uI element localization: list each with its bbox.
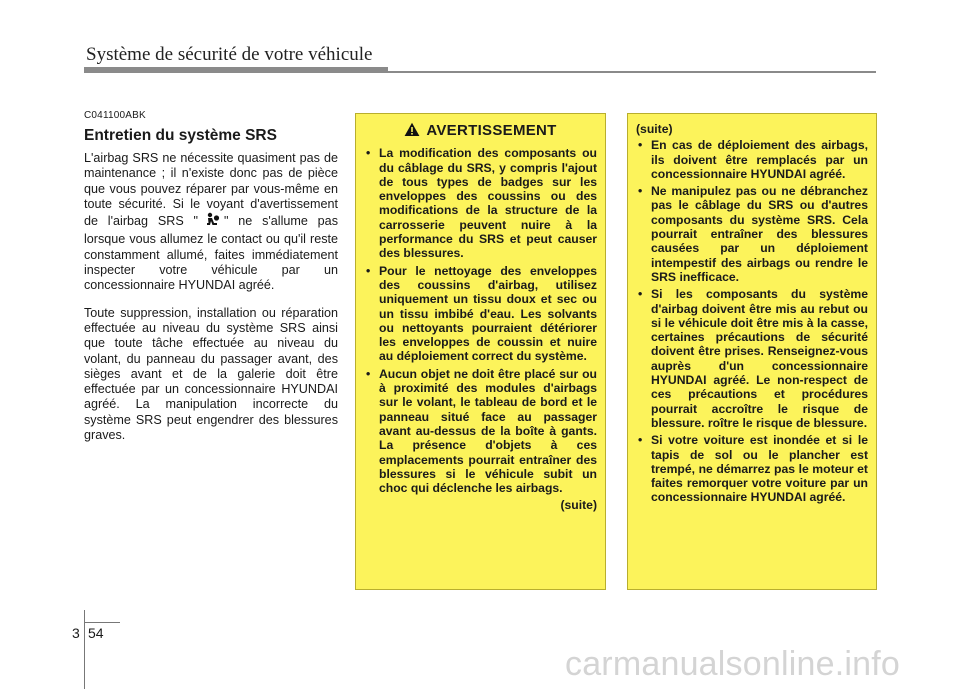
- list-item: • Si les composants du système d'airbag doivent être mis au rebut ou si le véhicule doit être mis à la casse, certaines précautions de sécurité doivent être prises. Renseignez-vous auprès d'un concessionnaire HYUNDAI agréé. Le non-respect de ces précautions et procédures pourrait accroître le risque de blessure. roître le risque de blessure.: [636, 287, 868, 430]
- page-number: 54: [88, 625, 104, 641]
- header-rule-thin: [84, 71, 876, 73]
- list-item: • Ne manipulez pas ou ne débranchez pas le câblage du SRS ou d'autres composants du système SRS. Cela pourrait entraîner des blessures causées par un déploiement intempestif des airbags ou rendre le SRS inefficace.: [636, 184, 868, 284]
- list-item: • En cas de déploiement des airbags, ils doivent être remplacés par un concessionnaire HYUNDAI agréé.: [636, 138, 868, 181]
- watermark: carmanualsonline.info: [565, 645, 900, 683]
- warning-triangle-icon: [404, 122, 420, 140]
- main-text-column: [84, 110, 338, 455]
- paragraph-2: Toute suppression, installation ou réparation effectuée au niveau du système SRS ainsi que toute tâche effectuée au niveau du volant, du panneau du passager avant, des sièges avant et de la galerie doit être effectuée par un concessionnaire HYUNDAI agréé. La manipulation incorrecte du système SRS peut engendrer des blessures graves.: [84, 305, 338, 443]
- warning-box: [355, 113, 606, 590]
- warning-continued-label: (suite): [560, 498, 597, 513]
- warning-box-continued: [627, 113, 877, 590]
- footer-rule-horizontal: [84, 622, 120, 623]
- continued-label: (suite): [636, 122, 673, 136]
- page-header-title: Système de sécurité de votre véhicule: [86, 44, 373, 65]
- warning-title: AVERTISSEMENT: [426, 122, 557, 139]
- list-item: • Si votre voiture est inondée et si le tapis de sol ou le plancher est trempé, ne démarrez pas le moteur et faites remorquer votre voiture par un concessionnaire HYUNDAI agréé.: [636, 433, 868, 504]
- list-item: • Pour le nettoyage des enveloppes des coussins d'airbag, utilisez uniquement un tissu doux et sec ou un tissu imbibé d'eau. Les solvants ou nettoyants pourraient détériorer les enveloppes de coussin et nuire au déploiement correct du système.: [364, 264, 597, 364]
- list-item: • La modification des composants ou du câblage du SRS, y compris l'ajout de tous types de badges sur les enveloppes des coussins ou des modifications de la structure de la carrosserie peuvent nuire à la performance du SRS et peut causer des blessures.: [364, 146, 597, 260]
- warning-list-continued: [636, 138, 868, 504]
- list-item: • Aucun objet ne doit être placé sur ou à proximité des modules d'airbags sur le volant, le tableau de bord et le panneau situé face au passager avant au-dessus de la boîte à gants. La présence d'objets à ces emplacements pourrait entraîner des blessures si le véhicule subit un choc qui déclenche les airbags.: [364, 367, 597, 496]
- section-code: C041100ABK: [84, 110, 146, 121]
- airbag-warning-icon: [204, 212, 220, 232]
- chapter-number: 3: [72, 625, 80, 641]
- paragraph-1: [84, 151, 338, 294]
- section-title: Entretien du système SRS: [84, 127, 277, 144]
- paragraph-1-start: L'airbag SRS ne nécessite quasiment pas de maintenance ; il n'existe donc pas de pièce que vous pouvez réparer par vous-même en toute sécurité. Si le voyant d'avertissement de l'airbag SRS ": [84, 151, 338, 229]
- paragraph-1-end: " ne s'allume pas lorsque vous allumez le contact ou qu'il reste constamment allumé, faites immédiatement inspecter votre véhicule par un concessionnaire HYUNDAI agréé.: [84, 214, 338, 293]
- warning-list: [364, 146, 597, 495]
- warning-heading: [364, 122, 597, 140]
